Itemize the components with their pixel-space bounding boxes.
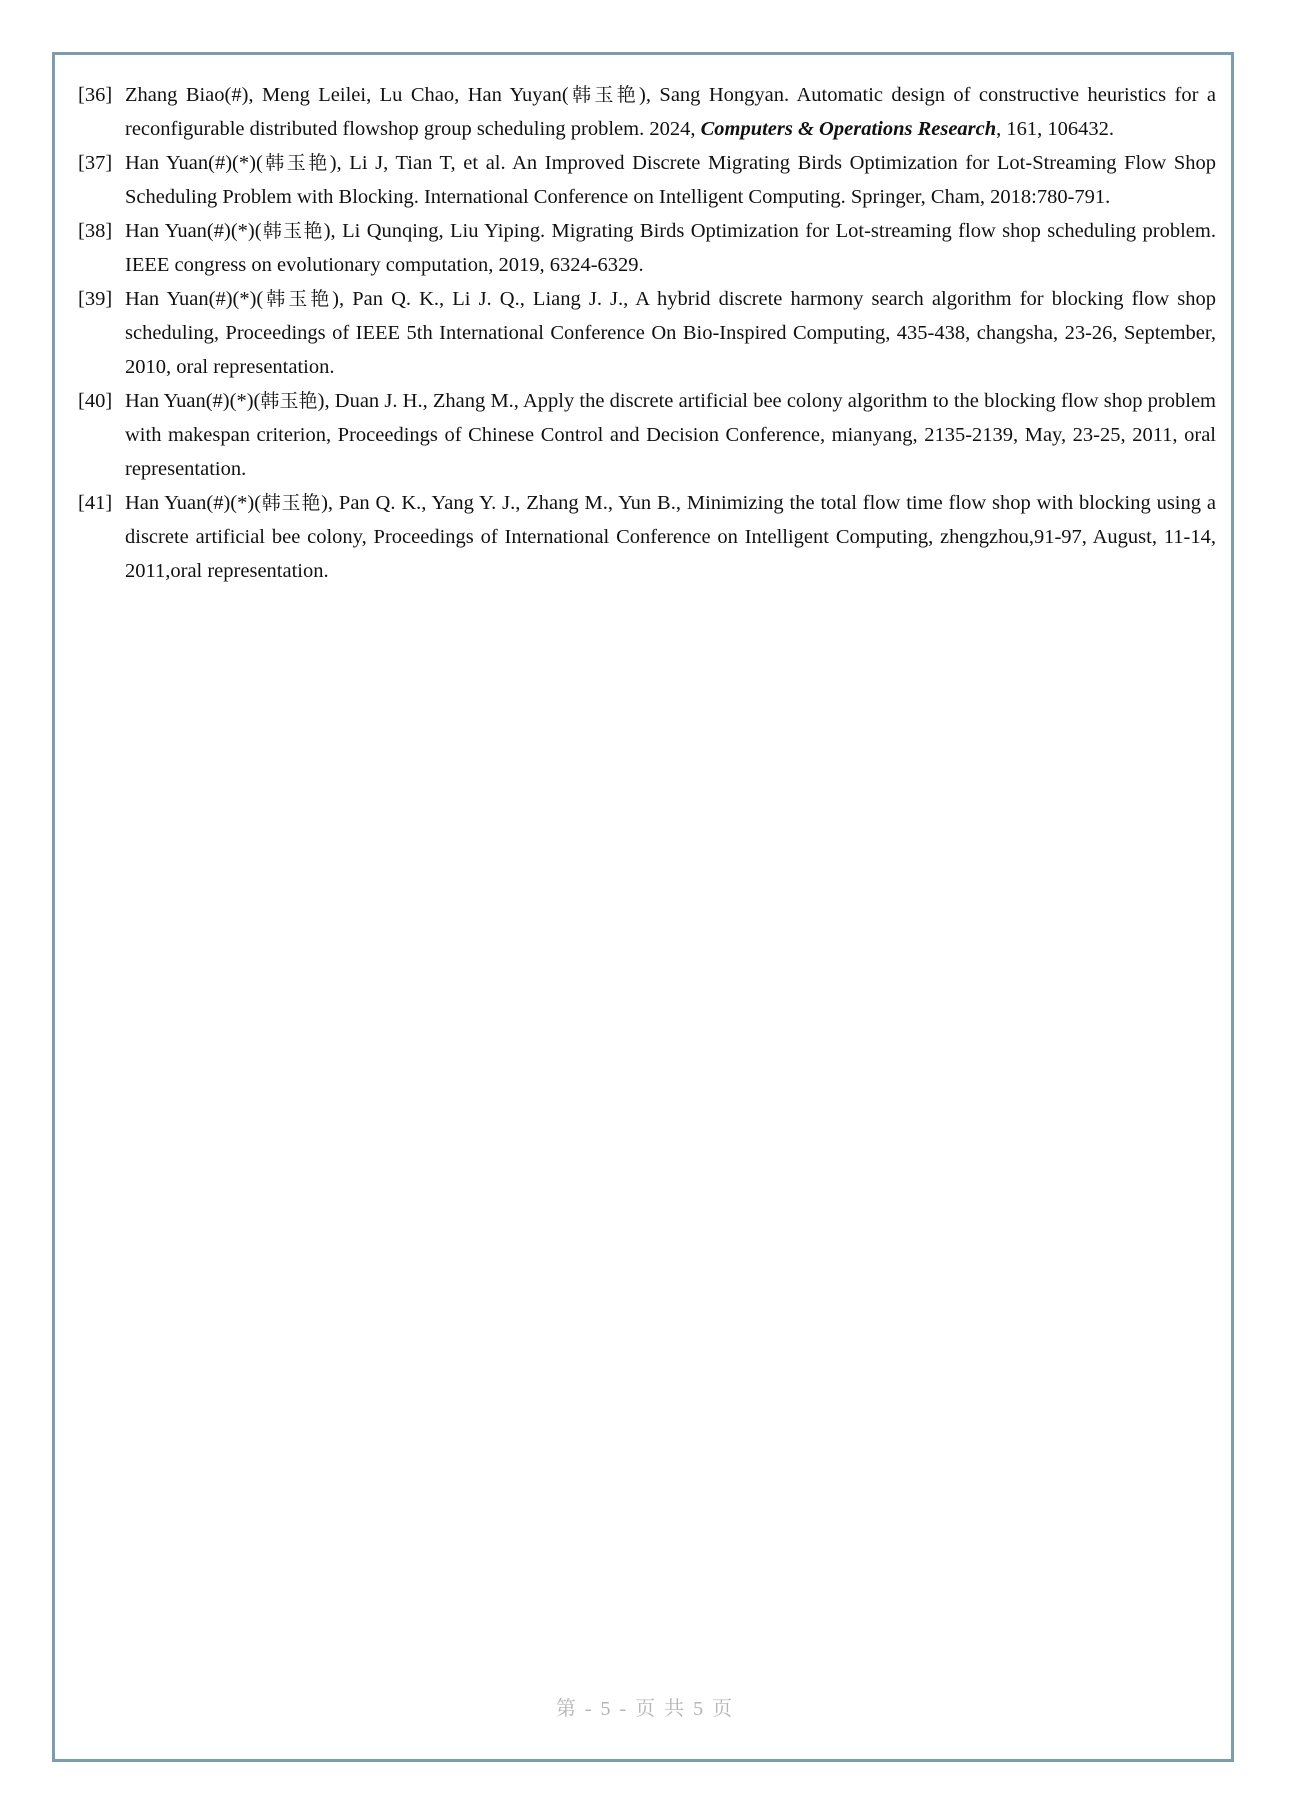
reference-cjk-name: 韩玉艳 bbox=[261, 492, 322, 514]
reference-tail: , 161, 106432. bbox=[996, 118, 1115, 140]
reference-cjk-name: 韩玉艳 bbox=[261, 220, 324, 242]
reference-item bbox=[78, 282, 1216, 384]
page-number-footer: 第 - 5 - 页 共 5 页 bbox=[555, 1698, 735, 1720]
reference-body: ), Pan Q. K., Li J. Q., Liang J. J., A hybrid discrete harmony search algorithm for blocking flow shop scheduling, Proceedings of IEEE 5th International Conference On Bio-Inspired Computing, 435-438, changsha, 23-26, September, 2010, oral representation. bbox=[125, 288, 1216, 378]
reference-cjk-name: 韩玉艳 bbox=[568, 84, 640, 106]
reference-authors: Han Yuan(#)(*)( bbox=[125, 220, 262, 242]
reference-cjk-name: 韩玉艳 bbox=[260, 390, 318, 412]
reference-number: [36] bbox=[78, 84, 113, 106]
reference-authors: Han Yuan(#)(*)( bbox=[125, 492, 262, 514]
reference-authors: Zhang Biao(#), Meng Leilei, Lu Chao, Han Yuyan( bbox=[125, 84, 569, 106]
reference-number: [41] bbox=[78, 492, 113, 514]
reference-cjk-name: 韩玉艳 bbox=[263, 288, 333, 310]
reference-body: ), Li J, Tian T, et al. An Improved Discrete Migrating Birds Optimization for Lot-Streaming Flow Shop Scheduling Problem with Blocking. International Conference on Intelligent Computing. Springer, Cham, 2018:780-791. bbox=[125, 152, 1216, 208]
reference-item bbox=[78, 486, 1216, 588]
reference-item bbox=[78, 146, 1216, 214]
reference-number: [40] bbox=[78, 390, 113, 412]
reference-body: ), Pan Q. K., Yang Y. J., Zhang M., Yun B., Minimizing the total flow time flow shop with blocking using a discrete artificial bee colony, Proceedings of International Conference on Intelligent Computing, zhengzhou,91-97, August, 11-14, 2011,oral representation. bbox=[125, 492, 1216, 582]
reference-cjk-name: 韩玉艳 bbox=[262, 152, 330, 174]
reference-item bbox=[78, 214, 1216, 282]
reference-journal: Computers & Operations Research bbox=[700, 118, 997, 140]
reference-item bbox=[78, 78, 1216, 146]
reference-number: [39] bbox=[78, 288, 113, 310]
reference-authors: Han Yuan(#)(*)( bbox=[125, 152, 263, 174]
reference-body: ), Sang Hongyan. Automatic design of constructive heuristics for a reconfigurable distributed flowshop group scheduling problem. 2024, bbox=[125, 84, 1216, 140]
reference-authors: Han Yuan(#)(*)( bbox=[125, 288, 264, 310]
reference-item bbox=[78, 384, 1216, 486]
reference-authors: Han Yuan(#)(*)( bbox=[125, 390, 261, 412]
reference-body: ), Duan J. H., Zhang M., Apply the discrete artificial bee colony algorithm to the blocking flow shop problem with makespan criterion, Proceedings of Chinese Control and Decision Conference, mianyang, 2135-2139, May, 23-25, 2011, oral representation. bbox=[125, 390, 1216, 480]
reference-list bbox=[78, 78, 1216, 588]
reference-body: ), Li Qunqing, Liu Yiping. Migrating Birds Optimization for Lot-streaming flow shop scheduling problem. IEEE congress on evolutionary computation, 2019, 6324-6329. bbox=[125, 220, 1216, 276]
reference-number: [38] bbox=[78, 220, 113, 242]
reference-number: [37] bbox=[78, 152, 113, 174]
